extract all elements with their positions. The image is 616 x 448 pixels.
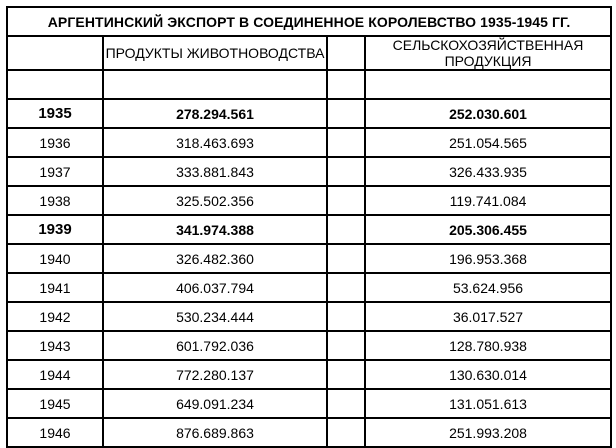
argentine-export-table <box>6 6 612 448</box>
spacer-cell-livestock <box>103 70 327 99</box>
cell-livestock: 601.792.036 <box>103 331 327 360</box>
header-livestock: ПРОДУКТЫ ЖИВОТНОВОДСТВА <box>103 36 327 70</box>
cell-livestock: 318.463.693 <box>103 128 327 157</box>
cell-livestock: 325.502.356 <box>103 186 327 215</box>
header-agriculture: СЕЛЬСКОХОЗЯЙСТВЕННАЯ ПРОДУКЦИЯ <box>365 36 611 70</box>
cell-gap <box>327 128 365 157</box>
cell-agriculture: 130.630.014 <box>365 360 611 389</box>
cell-year: 1945 <box>7 389 103 418</box>
cell-agriculture: 196.953.368 <box>365 244 611 273</box>
cell-gap <box>327 331 365 360</box>
cell-agriculture: 205.306.455 <box>365 215 611 244</box>
table-header-row <box>7 36 611 70</box>
cell-year: 1942 <box>7 302 103 331</box>
table-row <box>7 360 611 389</box>
cell-livestock: 341.974.388 <box>103 215 327 244</box>
cell-livestock: 530.234.444 <box>103 302 327 331</box>
cell-agriculture: 119.741.084 <box>365 186 611 215</box>
cell-gap <box>327 99 365 128</box>
table-spacer-row <box>7 70 611 99</box>
cell-livestock: 772.280.137 <box>103 360 327 389</box>
cell-agriculture: 131.051.613 <box>365 389 611 418</box>
cell-agriculture: 251.054.565 <box>365 128 611 157</box>
cell-gap <box>327 244 365 273</box>
table-row <box>7 418 611 447</box>
cell-agriculture: 36.017.527 <box>365 302 611 331</box>
cell-agriculture: 128.780.938 <box>365 331 611 360</box>
cell-livestock: 326.482.360 <box>103 244 327 273</box>
cell-livestock: 406.037.794 <box>103 273 327 302</box>
table-title: АРГЕНТИНСКИЙ ЭКСПОРТ В СОЕДИНЕННОЕ КОРОЛЕВСТВО 1935-1945 ГГ. <box>7 7 611 36</box>
cell-year: 1941 <box>7 273 103 302</box>
cell-year: 1946 <box>7 418 103 447</box>
cell-year: 1943 <box>7 331 103 360</box>
cell-gap <box>327 360 365 389</box>
cell-gap <box>327 418 365 447</box>
table-row <box>7 273 611 302</box>
header-gap <box>327 36 365 70</box>
cell-agriculture: 53.624.956 <box>365 273 611 302</box>
spacer-cell-year <box>7 70 103 99</box>
table-row <box>7 244 611 273</box>
cell-gap <box>327 273 365 302</box>
cell-year: 1937 <box>7 157 103 186</box>
table-title-row <box>7 7 611 36</box>
table-row <box>7 331 611 360</box>
cell-livestock: 649.091.234 <box>103 389 327 418</box>
spacer-cell-gap <box>327 70 365 99</box>
cell-agriculture: 252.030.601 <box>365 99 611 128</box>
cell-gap <box>327 389 365 418</box>
cell-year: 1939 <box>7 215 103 244</box>
cell-year: 1935 <box>7 99 103 128</box>
cell-livestock: 333.881.843 <box>103 157 327 186</box>
cell-agriculture: 326.433.935 <box>365 157 611 186</box>
cell-livestock: 876.689.863 <box>103 418 327 447</box>
cell-year: 1936 <box>7 128 103 157</box>
table-row <box>7 157 611 186</box>
cell-gap <box>327 215 365 244</box>
header-year <box>7 36 103 70</box>
spacer-cell-agriculture <box>365 70 611 99</box>
table-row <box>7 215 611 244</box>
table-row <box>7 128 611 157</box>
cell-gap <box>327 157 365 186</box>
cell-year: 1940 <box>7 244 103 273</box>
cell-year: 1944 <box>7 360 103 389</box>
cell-agriculture: 251.993.208 <box>365 418 611 447</box>
table-row <box>7 302 611 331</box>
cell-livestock: 278.294.561 <box>103 99 327 128</box>
cell-year: 1938 <box>7 186 103 215</box>
table-row <box>7 186 611 215</box>
cell-gap <box>327 186 365 215</box>
table-row <box>7 389 611 418</box>
table-row <box>7 99 611 128</box>
cell-gap <box>327 302 365 331</box>
